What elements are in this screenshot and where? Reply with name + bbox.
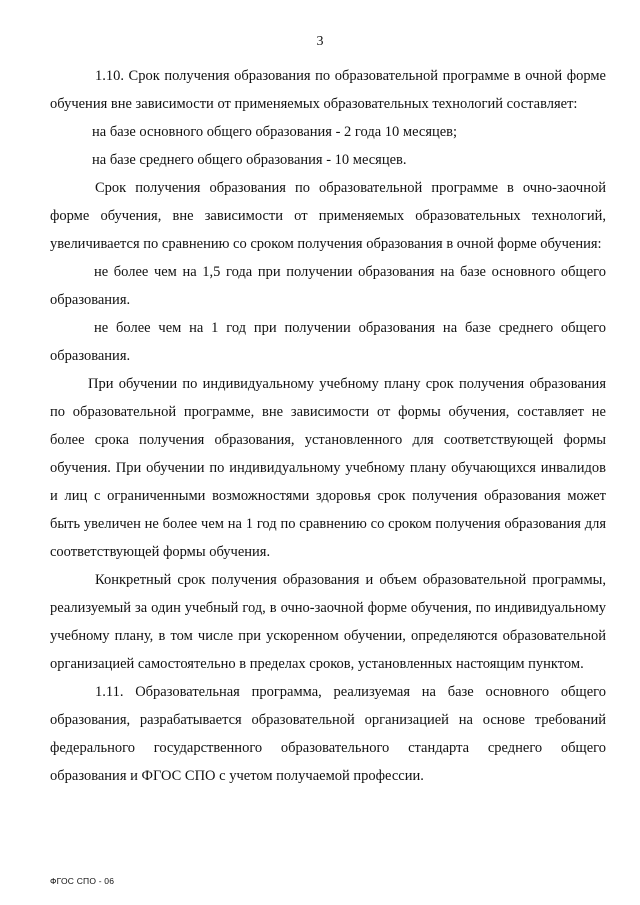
paragraph-1-11: 1.11. Образовательная программа, реализуемая на базе основного общего образования, разрабатывается образовательной организацией на основе требований федерального государственного образовательного стандарта среднего общего образования и ФГОС СПО с учетом получаемой профессии. <box>50 684 606 784</box>
list-item-part-time-secondary: не более чем на 1 год при получении образования на базе среднего общего образования. <box>50 320 606 364</box>
paragraph-1-10: 1.10. Срок получения образования по образовательной программе в очной форме обучения вне зависимости от применяемых образовательных технологий составляет: <box>50 68 606 112</box>
paragraph-specific-term: Конкретный срок получения образования и объем образовательной программы, реализуемый за один учебный год, в очно-заочной форме обучения, по индивидуальному учебному плану, в том числе при ускоренном обучении, определяются образовательной организацией самостоятельно в пределах сроков, установленных настоящим пунктом. <box>50 572 606 672</box>
document-body <box>50 62 606 790</box>
list-item-secondary-education-term: на базе среднего общего образования - 10 месяцев. <box>92 152 407 168</box>
list-item-part-time-basic: не более чем на 1,5 года при получении образования на базе основного общего образования. <box>50 264 606 308</box>
footer-document-code: ФГОС СПО - 06 <box>50 876 115 886</box>
paragraph-individual-plan: При обучении по индивидуальному учебному плану срок получения образования по образовательной программе, вне зависимости от формы обучения, составляет не более срока получения образования, установленного для соответствующей формы обучения. При обучении по индивидуальному учебному плану обучающихся инвалидов и лиц с ограниченными возможностями здоровья срок получения образования может быть увеличен не более чем на 1 год по сравнению со сроком получения образования для соответствующей формы обучения. <box>50 376 606 560</box>
list-item-basic-education-term: на базе основного общего образования - 2 года 10 месяцев; <box>92 124 458 140</box>
paragraph-part-time-term: Срок получения образования по образовательной программе в очно-заочной форме обучения, вне зависимости от применяемых образовательных технологий, увеличивается по сравнению со сроком получения образования в очной форме обучения: <box>50 180 606 252</box>
page-number: 3 <box>316 34 324 49</box>
